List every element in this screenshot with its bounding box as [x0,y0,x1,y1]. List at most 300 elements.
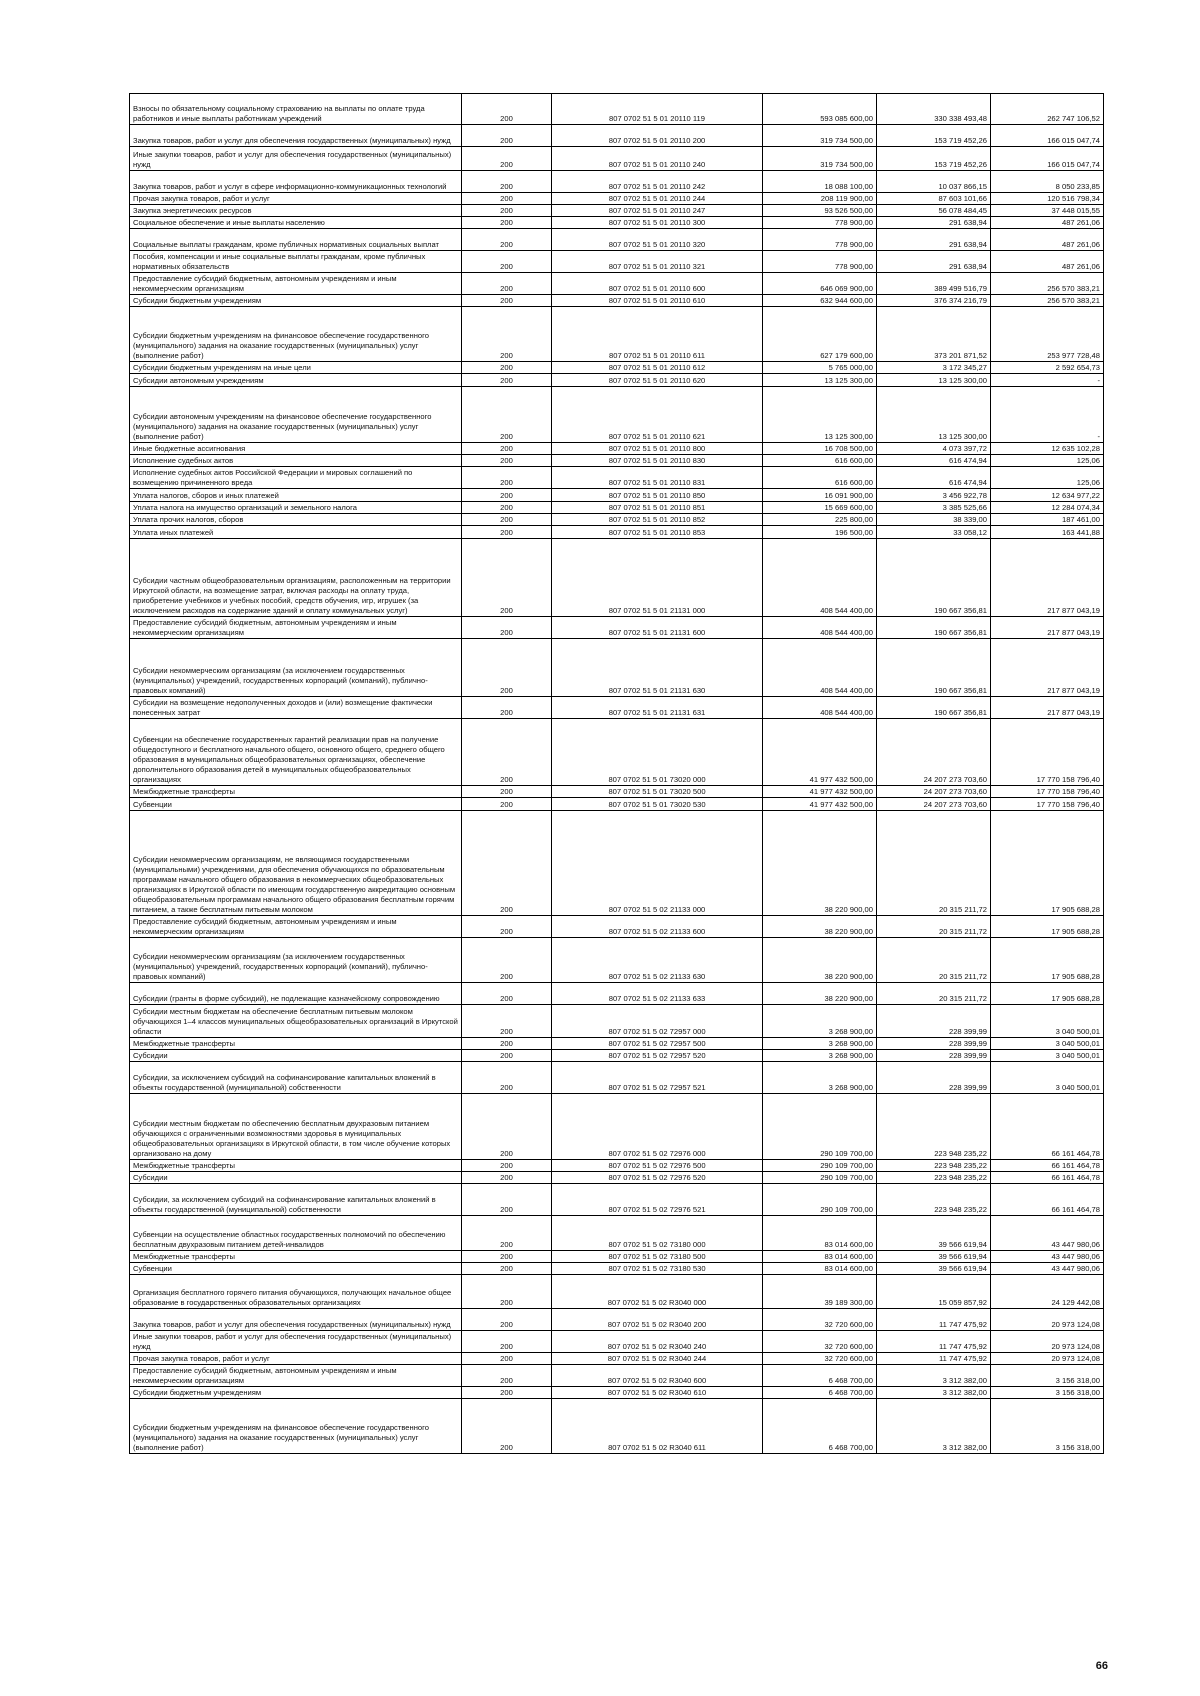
row-line-code: 200 [462,307,552,362]
row-name: Исполнение судебных актов Российской Федерации и мировых соглашений по возмещению причиненного вреда [130,467,462,489]
row-name: Предоставление субсидий бюджетным, автономным учреждениям и иным некоммерческим организациям [130,916,462,938]
row-budget-code: 807 0702 51 5 01 20110 831 [552,467,763,489]
table-row [130,697,1104,719]
table-row [130,639,1104,697]
row-name: Межбюджетные трансферты [130,786,462,798]
row-unexecuted-amount: 487 261,06 [991,217,1104,229]
table-row [130,217,1104,229]
row-unexecuted-amount: 66 161 464,78 [991,1094,1104,1160]
row-approved-amount: 616 600,00 [763,455,877,467]
row-budget-code: 807 0702 51 5 01 20110 244 [552,193,763,205]
row-executed-amount: 38 339,00 [877,514,991,526]
row-budget-code: 807 0702 51 5 02 72976 520 [552,1172,763,1184]
row-unexecuted-amount: 487 261,06 [991,229,1104,251]
row-approved-amount: 225 800,00 [763,514,877,526]
row-budget-code: 807 0702 51 5 02 R3040 200 [552,1309,763,1331]
row-name: Субсидии местным бюджетам по обеспечению бесплатным двухразовым питанием обучающихся с ограниченными возможностями здоровья в муниципальных общеобразовательных организациях в Иркутской области, в том числе обучение которых организовано на дому [130,1094,462,1160]
row-executed-amount: 24 207 273 703,60 [877,719,991,786]
row-unexecuted-amount: 17 905 688,28 [991,916,1104,938]
row-approved-amount: 778 900,00 [763,217,877,229]
row-approved-amount: 408 544 400,00 [763,697,877,719]
row-executed-amount: 10 037 866,15 [877,171,991,193]
row-budget-code: 807 0702 51 5 01 73020 500 [552,786,763,798]
table-row [130,1331,1104,1353]
row-unexecuted-amount: 3 040 500,01 [991,1038,1104,1050]
row-name: Субсидии бюджетным учреждениям [130,295,462,307]
row-executed-amount: 616 474,94 [877,455,991,467]
row-approved-amount: 208 119 900,00 [763,193,877,205]
row-line-code: 200 [462,916,552,938]
row-name: Субсидии бюджетным учреждениям на иные цели [130,362,462,374]
table-row [130,193,1104,205]
row-name: Межбюджетные трансферты [130,1160,462,1172]
row-unexecuted-amount: 3 040 500,01 [991,1062,1104,1094]
row-budget-code: 807 0702 51 5 01 73020 530 [552,798,763,811]
row-approved-amount: 778 900,00 [763,229,877,251]
row-budget-code: 807 0702 51 5 02 R3040 240 [552,1331,763,1353]
row-name: Предоставление субсидий бюджетным, автономным учреждениям и иным некоммерческим организациям [130,617,462,639]
row-line-code: 200 [462,697,552,719]
row-executed-amount: 3 312 382,00 [877,1365,991,1387]
row-budget-code: 807 0702 51 5 02 R3040 244 [552,1353,763,1365]
row-executed-amount: 3 312 382,00 [877,1387,991,1399]
row-approved-amount: 290 109 700,00 [763,1172,877,1184]
table-row [130,1038,1104,1050]
row-name: Субсидии на возмещение недополученных доходов и (или) возмещение фактически понесенных затрат [130,697,462,719]
row-name: Иные закупки товаров, работ и услуг для обеспечения государственных (муниципальных) нужд [130,1331,462,1353]
table-row [130,983,1104,1005]
row-approved-amount: 627 179 600,00 [763,307,877,362]
row-approved-amount: 38 220 900,00 [763,938,877,983]
row-approved-amount: 15 669 600,00 [763,502,877,514]
row-unexecuted-amount: 43 447 980,06 [991,1251,1104,1263]
row-budget-code: 807 0702 51 5 01 20110 612 [552,362,763,374]
table-row [130,1160,1104,1172]
row-name: Субвенции на обеспечение государственных гарантий реализации прав на получение общедоступного и бесплатного начального общего, основного общего, среднего общего образования в муниципальных общеобразовательных организациях, обеспечение дополнительного образования детей в муниципальных общеобразовательных организациях [130,719,462,786]
row-executed-amount: 3 456 922,78 [877,489,991,502]
row-executed-amount: 13 125 300,00 [877,374,991,387]
row-executed-amount: 4 073 397,72 [877,443,991,455]
row-name: Исполнение судебных актов [130,455,462,467]
row-name: Закупка товаров, работ и услуг в сфере информационно-коммуникационных технологий [130,171,462,193]
row-line-code: 200 [462,1331,552,1353]
row-name: Субвенции [130,798,462,811]
row-unexecuted-amount: 17 905 688,28 [991,983,1104,1005]
row-unexecuted-amount: 3 040 500,01 [991,1005,1104,1038]
row-budget-code: 807 0702 51 5 01 20110 611 [552,307,763,362]
row-unexecuted-amount: 8 050 233,85 [991,171,1104,193]
row-unexecuted-amount: 12 284 074,34 [991,502,1104,514]
row-unexecuted-amount: 3 156 318,00 [991,1365,1104,1387]
row-unexecuted-amount: 12 634 977,22 [991,489,1104,502]
table-row [130,295,1104,307]
row-name: Уплата иных платежей [130,526,462,539]
row-name: Субсидии автономным учреждениям [130,374,462,387]
row-line-code: 200 [462,1353,552,1365]
row-name: Субсидии некоммерческим организациям (за исключением государственных (муниципальных) учреждений, государственных корпораций (компаний), публично-правовых компаний) [130,938,462,983]
row-executed-amount: 228 399,99 [877,1050,991,1062]
row-executed-amount: 223 948 235,22 [877,1160,991,1172]
row-executed-amount: 376 374 216,79 [877,295,991,307]
row-approved-amount: 290 109 700,00 [763,1184,877,1216]
row-approved-amount: 616 600,00 [763,467,877,489]
row-executed-amount: 11 747 475,92 [877,1331,991,1353]
row-budget-code: 807 0702 51 5 01 20110 852 [552,514,763,526]
row-approved-amount: 38 220 900,00 [763,983,877,1005]
table-row [130,362,1104,374]
row-budget-code: 807 0702 51 5 01 20110 600 [552,273,763,295]
row-unexecuted-amount: 17 770 158 796,40 [991,798,1104,811]
row-line-code: 200 [462,1387,552,1399]
row-budget-code: 807 0702 51 5 02 72957 000 [552,1005,763,1038]
row-budget-code: 807 0702 51 5 01 20110 240 [552,147,763,171]
row-executed-amount: 228 399,99 [877,1038,991,1050]
table-row [130,1172,1104,1184]
row-name: Социальное обеспечение и иные выплаты населению [130,217,462,229]
row-budget-code: 807 0702 51 5 02 72957 521 [552,1062,763,1094]
row-executed-amount: 11 747 475,92 [877,1353,991,1365]
row-executed-amount: 24 207 273 703,60 [877,786,991,798]
row-executed-amount: 190 667 356,81 [877,539,991,617]
row-line-code: 200 [462,526,552,539]
row-name: Субсидии некоммерческим организациям, не являющимся государственными (муниципальными) учреждениями, для обеспечения обучающихся по образовательным программам начального общего образования в некоммерческих общеобразовательных организациях в Иркутской области по имеющим государственную аккредитацию основным общеобразовательным программам начального общего образования бесплатным горячим питанием, а также бесплатным питьевым молоком [130,811,462,916]
row-unexecuted-amount: 20 973 124,08 [991,1309,1104,1331]
row-executed-amount: 3 385 525,66 [877,502,991,514]
row-name: Закупка товаров, работ и услуг для обеспечения государственных (муниципальных) нужд [130,1309,462,1331]
row-unexecuted-amount: 66 161 464,78 [991,1172,1104,1184]
row-executed-amount: 20 315 211,72 [877,811,991,916]
row-line-code: 200 [462,251,552,273]
table-row [130,1263,1104,1275]
table-row [130,94,1104,125]
row-approved-amount: 290 109 700,00 [763,1094,877,1160]
row-unexecuted-amount: 43 447 980,06 [991,1263,1104,1275]
row-executed-amount: 87 603 101,66 [877,193,991,205]
table-row [130,1062,1104,1094]
row-name: Межбюджетные трансферты [130,1251,462,1263]
row-executed-amount: 20 315 211,72 [877,916,991,938]
row-unexecuted-amount: 20 973 124,08 [991,1331,1104,1353]
row-line-code: 200 [462,193,552,205]
row-executed-amount: 373 201 871,52 [877,307,991,362]
table-row [130,443,1104,455]
row-unexecuted-amount: 17 770 158 796,40 [991,719,1104,786]
row-unexecuted-amount: 125,06 [991,455,1104,467]
row-approved-amount: 13 125 300,00 [763,387,877,443]
row-budget-code: 807 0702 51 5 01 21131 630 [552,639,763,697]
row-budget-code: 807 0702 51 5 01 20110 621 [552,387,763,443]
row-budget-code: 807 0702 51 5 01 20110 610 [552,295,763,307]
row-approved-amount: 646 069 900,00 [763,273,877,295]
row-line-code: 200 [462,514,552,526]
row-name: Организация бесплатного горячего питания обучающихся, получающих начальное общее образование в государственных образовательных организациях [130,1275,462,1309]
row-unexecuted-amount: 17 905 688,28 [991,938,1104,983]
row-line-code: 200 [462,1172,552,1184]
row-name: Закупка энергетических ресурсов [130,205,462,217]
row-line-code: 200 [462,1251,552,1263]
row-name: Субсидии, за исключением субсидий на софинансирование капитальных вложений в объекты государственной (муниципальной) собственности [130,1184,462,1216]
row-unexecuted-amount: 17 770 158 796,40 [991,786,1104,798]
row-line-code: 200 [462,1399,552,1454]
row-executed-amount: 39 566 619,94 [877,1251,991,1263]
row-line-code: 200 [462,455,552,467]
row-unexecuted-amount: 217 877 043,19 [991,617,1104,639]
table-row [130,514,1104,526]
row-approved-amount: 83 014 600,00 [763,1263,877,1275]
row-executed-amount: 3 312 382,00 [877,1399,991,1454]
row-name: Социальные выплаты гражданам, кроме публичных нормативных социальных выплат [130,229,462,251]
row-name: Уплата налога на имущество организаций и земельного налога [130,502,462,514]
row-executed-amount: 56 078 484,45 [877,205,991,217]
row-name: Субсидии автономным учреждениям на финансовое обеспечение государственного (муниципального) задания на оказание государственных (муниципальных) услуг (выполнение работ) [130,387,462,443]
row-approved-amount: 83 014 600,00 [763,1216,877,1251]
row-executed-amount: 15 059 857,92 [877,1275,991,1309]
row-budget-code: 807 0702 51 5 01 20110 300 [552,217,763,229]
row-approved-amount: 3 268 900,00 [763,1050,877,1062]
row-unexecuted-amount: 217 877 043,19 [991,697,1104,719]
row-line-code: 200 [462,1160,552,1172]
table-row [130,1184,1104,1216]
row-unexecuted-amount: 3 040 500,01 [991,1050,1104,1062]
row-unexecuted-amount: 166 015 047,74 [991,147,1104,171]
row-name: Прочая закупка товаров, работ и услуг [130,193,462,205]
row-line-code: 200 [462,811,552,916]
row-budget-code: 807 0702 51 5 02 21133 600 [552,916,763,938]
row-budget-code: 807 0702 51 5 01 20110 620 [552,374,763,387]
row-budget-code: 807 0702 51 5 01 20110 850 [552,489,763,502]
row-approved-amount: 632 944 600,00 [763,295,877,307]
row-approved-amount: 319 734 500,00 [763,125,877,147]
row-approved-amount: 6 468 700,00 [763,1399,877,1454]
row-unexecuted-amount: 3 156 318,00 [991,1399,1104,1454]
row-line-code: 200 [462,443,552,455]
row-executed-amount: 190 667 356,81 [877,697,991,719]
table-row [130,374,1104,387]
row-unexecuted-amount: 125,06 [991,467,1104,489]
row-unexecuted-amount: 3 156 318,00 [991,1387,1104,1399]
row-budget-code: 807 0702 51 5 02 72976 500 [552,1160,763,1172]
row-budget-code: 807 0702 51 5 01 73020 000 [552,719,763,786]
table-row [130,1251,1104,1263]
row-approved-amount: 16 708 500,00 [763,443,877,455]
row-line-code: 200 [462,786,552,798]
row-unexecuted-amount: 20 973 124,08 [991,1353,1104,1365]
table-row [130,387,1104,443]
row-unexecuted-amount: - [991,387,1104,443]
row-line-code: 200 [462,617,552,639]
row-name: Субсидии бюджетным учреждениям на финансовое обеспечение государственного (муниципального) задания на оказание государственных (муниципальных) услуг (выполнение работ) [130,1399,462,1454]
row-executed-amount: 11 747 475,92 [877,1309,991,1331]
row-approved-amount: 6 468 700,00 [763,1387,877,1399]
table-row [130,251,1104,273]
row-executed-amount: 190 667 356,81 [877,617,991,639]
row-approved-amount: 3 268 900,00 [763,1062,877,1094]
row-name: Субвенции на осуществление областных государственных полномочий по обеспечению бесплатным двухразовым питанием детей-инвалидов [130,1216,462,1251]
row-name: Субсидии местным бюджетам на обеспечение бесплатным питьевым молоком обучающихся 1–4 классов муниципальных общеобразовательных организаций в Иркутской области [130,1005,462,1038]
row-line-code: 200 [462,362,552,374]
row-name: Предоставление субсидий бюджетным, автономным учреждениям и иным некоммерческим организациям [130,273,462,295]
row-line-code: 200 [462,205,552,217]
row-budget-code: 807 0702 51 5 01 20110 321 [552,251,763,273]
row-name: Межбюджетные трансферты [130,1038,462,1050]
row-unexecuted-amount: 256 570 383,21 [991,273,1104,295]
row-name: Субсидии бюджетным учреждениям [130,1387,462,1399]
row-executed-amount: 330 338 493,48 [877,94,991,125]
table-row [130,539,1104,617]
row-unexecuted-amount: 487 261,06 [991,251,1104,273]
table-row [130,1399,1104,1454]
row-name: Уплата налогов, сборов и иных платежей [130,489,462,502]
row-line-code: 200 [462,94,552,125]
table-body [130,94,1104,1454]
row-budget-code: 807 0702 51 5 01 21131 600 [552,617,763,639]
row-budget-code: 807 0702 51 5 01 20110 247 [552,205,763,217]
row-budget-code: 807 0702 51 5 01 20110 320 [552,229,763,251]
row-line-code: 200 [462,1184,552,1216]
table-row [130,489,1104,502]
table-row [130,786,1104,798]
row-approved-amount: 39 189 300,00 [763,1275,877,1309]
row-budget-code: 807 0702 51 5 02 R3040 600 [552,1365,763,1387]
row-approved-amount: 18 088 100,00 [763,171,877,193]
table-row [130,526,1104,539]
row-approved-amount: 593 085 600,00 [763,94,877,125]
row-name: Прочая закупка товаров, работ и услуг [130,1353,462,1365]
row-line-code: 200 [462,1094,552,1160]
row-budget-code: 807 0702 51 5 02 73180 530 [552,1263,763,1275]
budget-sheet [129,93,1103,1454]
row-approved-amount: 41 977 432 500,00 [763,798,877,811]
row-unexecuted-amount: 37 448 015,55 [991,205,1104,217]
row-budget-code: 807 0702 51 5 01 20110 853 [552,526,763,539]
row-name: Субсидии (гранты в форме субсидий), не подлежащие казначейскому сопровождению [130,983,462,1005]
row-approved-amount: 778 900,00 [763,251,877,273]
row-approved-amount: 196 500,00 [763,526,877,539]
row-unexecuted-amount: 2 592 654,73 [991,362,1104,374]
row-unexecuted-amount: 217 877 043,19 [991,539,1104,617]
row-executed-amount: 389 499 516,79 [877,273,991,295]
row-approved-amount: 6 468 700,00 [763,1365,877,1387]
table-row [130,125,1104,147]
row-unexecuted-amount: 166 015 047,74 [991,125,1104,147]
row-line-code: 200 [462,1275,552,1309]
row-approved-amount: 32 720 600,00 [763,1353,877,1365]
row-line-code: 200 [462,1263,552,1275]
row-line-code: 200 [462,639,552,697]
row-line-code: 200 [462,719,552,786]
row-budget-code: 807 0702 51 5 02 72976 521 [552,1184,763,1216]
row-budget-code: 807 0702 51 5 02 R3040 611 [552,1399,763,1454]
row-line-code: 200 [462,229,552,251]
row-budget-code: 807 0702 51 5 01 20110 830 [552,455,763,467]
row-line-code: 200 [462,539,552,617]
row-budget-code: 807 0702 51 5 02 72957 520 [552,1050,763,1062]
row-line-code: 200 [462,1062,552,1094]
table-row [130,1365,1104,1387]
row-approved-amount: 290 109 700,00 [763,1160,877,1172]
table-row [130,719,1104,786]
table-row [130,273,1104,295]
row-unexecuted-amount: 163 441,88 [991,526,1104,539]
row-name: Субсидии [130,1050,462,1062]
table-row [130,938,1104,983]
row-name: Пособия, компенсации и иные социальные выплаты гражданам, кроме публичных нормативных обязательств [130,251,462,273]
row-executed-amount: 3 172 345,27 [877,362,991,374]
page-number: 66 [1095,1660,1108,1672]
row-line-code: 200 [462,125,552,147]
row-line-code: 200 [462,798,552,811]
row-line-code: 200 [462,147,552,171]
row-approved-amount: 16 091 900,00 [763,489,877,502]
row-unexecuted-amount: 43 447 980,06 [991,1216,1104,1251]
table-row [130,811,1104,916]
row-unexecuted-amount: 187 461,00 [991,514,1104,526]
table-row [130,1005,1104,1038]
row-executed-amount: 228 399,99 [877,1062,991,1094]
row-name: Предоставление субсидий бюджетным, автономным учреждениям и иным некоммерческим организациям [130,1365,462,1387]
row-approved-amount: 13 125 300,00 [763,374,877,387]
table-row [130,455,1104,467]
row-name: Иные закупки товаров, работ и услуг для обеспечения государственных (муниципальных) нужд [130,147,462,171]
table-row [130,1353,1104,1365]
row-line-code: 200 [462,387,552,443]
table-row [130,1216,1104,1251]
table-row [130,1050,1104,1062]
row-budget-code: 807 0702 51 5 02 21133 000 [552,811,763,916]
row-name: Субсидии бюджетным учреждениям на финансовое обеспечение государственного (муниципального) задания на оказание государственных (муниципальных) услуг (выполнение работ) [130,307,462,362]
row-budget-code: 807 0702 51 5 02 72976 000 [552,1094,763,1160]
table-row [130,229,1104,251]
row-approved-amount: 32 720 600,00 [763,1331,877,1353]
row-unexecuted-amount: 262 747 106,52 [991,94,1104,125]
row-approved-amount: 3 268 900,00 [763,1005,877,1038]
table-row [130,467,1104,489]
row-executed-amount: 223 948 235,22 [877,1184,991,1216]
row-unexecuted-amount: 120 516 798,34 [991,193,1104,205]
row-budget-code: 807 0702 51 5 02 21133 630 [552,938,763,983]
row-executed-amount: 24 207 273 703,60 [877,798,991,811]
row-approved-amount: 83 014 600,00 [763,1251,877,1263]
row-name: Взносы по обязательному социальному страхованию на выплаты по оплате труда работников и иные выплаты работникам учреждений [130,94,462,125]
row-approved-amount: 41 977 432 500,00 [763,719,877,786]
table-row [130,1387,1104,1399]
row-unexecuted-amount: 66 161 464,78 [991,1184,1104,1216]
row-executed-amount: 20 315 211,72 [877,983,991,1005]
row-unexecuted-amount: 217 877 043,19 [991,639,1104,697]
row-executed-amount: 190 667 356,81 [877,639,991,697]
row-line-code: 200 [462,374,552,387]
row-approved-amount: 3 268 900,00 [763,1038,877,1050]
table-row [130,1309,1104,1331]
row-executed-amount: 39 566 619,94 [877,1263,991,1275]
table-row [130,171,1104,193]
row-executed-amount: 33 058,12 [877,526,991,539]
row-name: Субсидии некоммерческим организациям (за исключением государственных (муниципальных) учреждений, государственных корпораций (компаний), публично-правовых компаний) [130,639,462,697]
row-budget-code: 807 0702 51 5 02 73180 000 [552,1216,763,1251]
row-executed-amount: 291 638,94 [877,251,991,273]
row-name: Закупка товаров, работ и услуг для обеспечения государственных (муниципальных) нужд [130,125,462,147]
row-budget-code: 807 0702 51 5 01 20110 200 [552,125,763,147]
row-executed-amount: 39 566 619,94 [877,1216,991,1251]
row-unexecuted-amount: 24 129 442,08 [991,1275,1104,1309]
row-unexecuted-amount: 256 570 383,21 [991,295,1104,307]
row-line-code: 200 [462,1005,552,1038]
row-line-code: 200 [462,983,552,1005]
table-row [130,617,1104,639]
row-approved-amount: 32 720 600,00 [763,1309,877,1331]
row-budget-code: 807 0702 51 5 01 20110 242 [552,171,763,193]
table-row [130,1275,1104,1309]
